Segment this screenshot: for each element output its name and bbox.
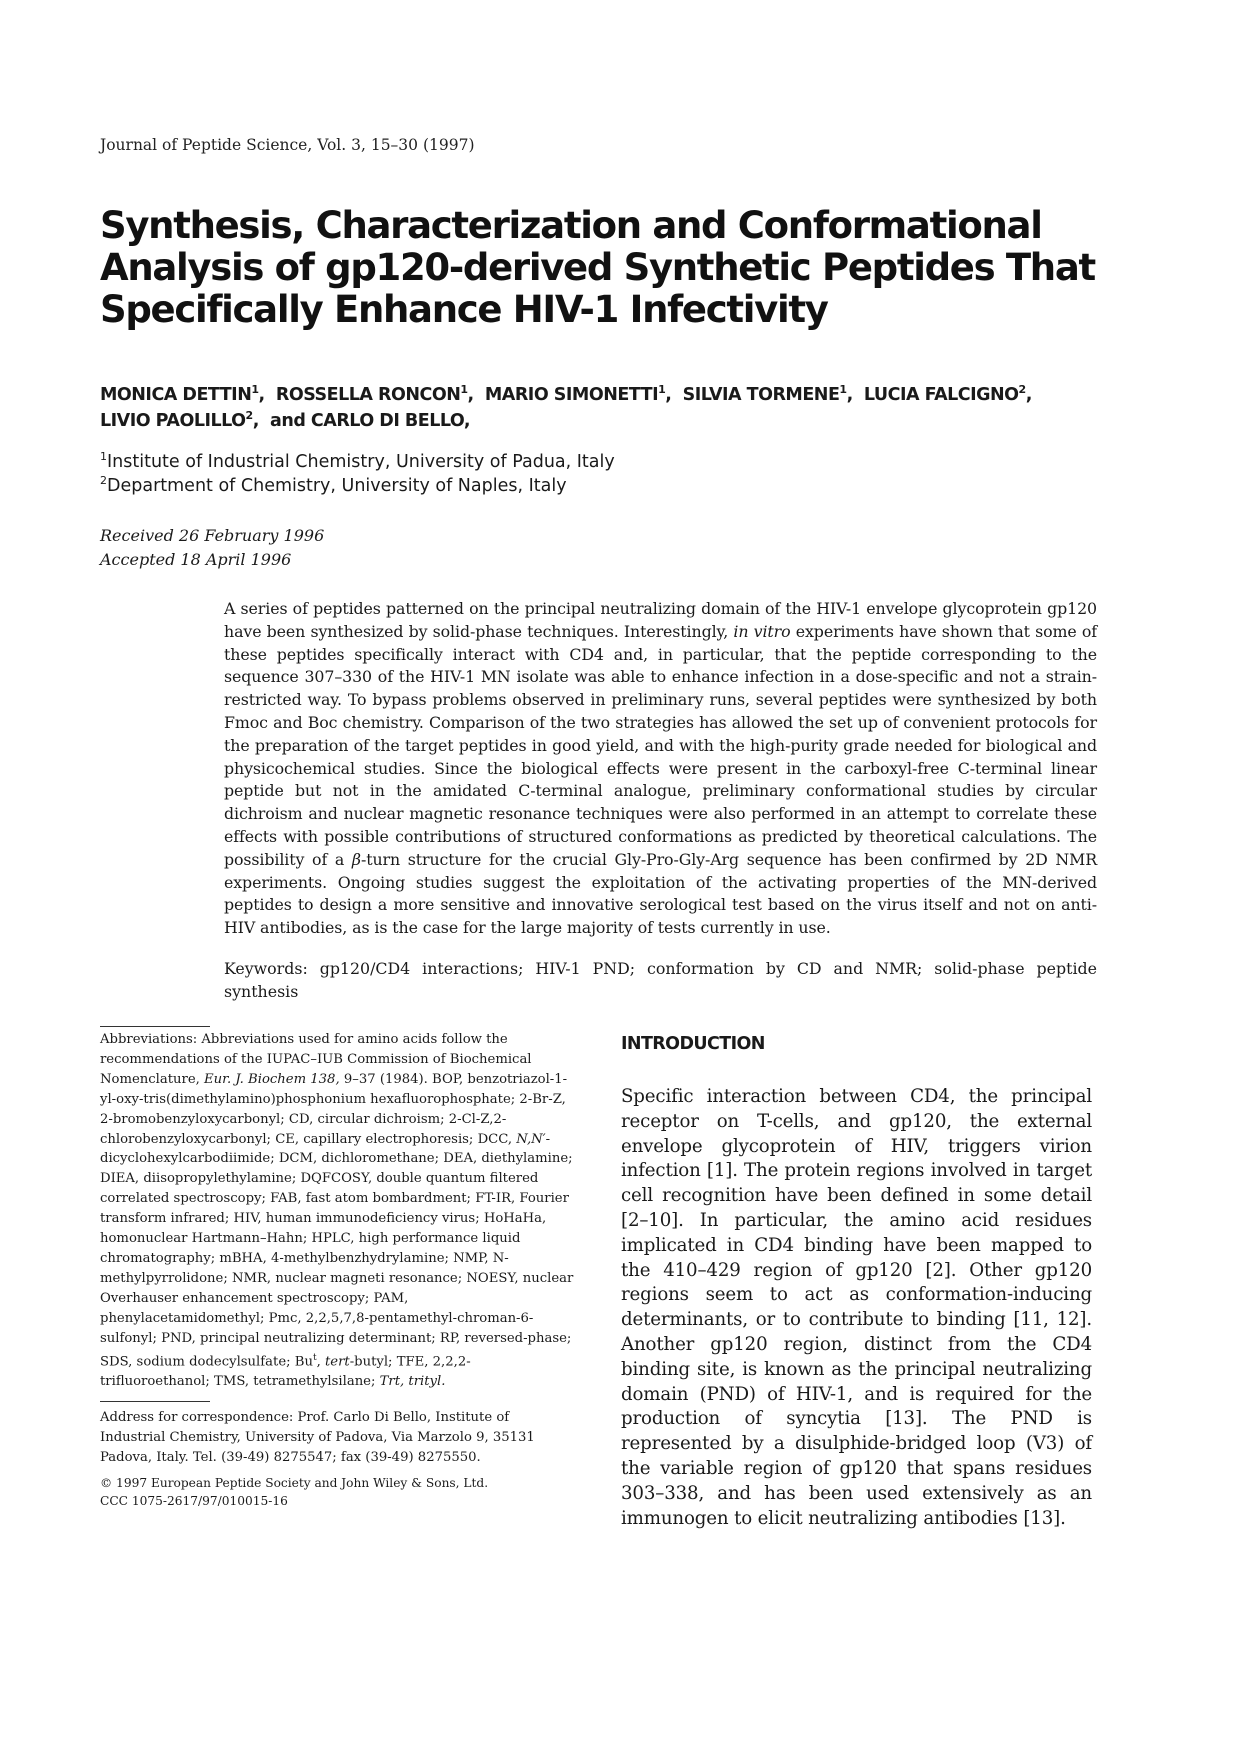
affiliation: $^1$Institute of Industrial Chemistry, University of Padua, Italy bbox=[100, 450, 615, 472]
footnote-rule bbox=[100, 1026, 210, 1027]
received-date: Received 26 February 1996 bbox=[100, 526, 325, 545]
article-dates bbox=[100, 524, 324, 572]
author: MARIO SIMONETTI$^1$, bbox=[484, 383, 672, 405]
abstract: A series of peptides patterned on the principal neutralizing domain of the HIV-1 envelope glycoprotein gp120 have been synthesized by solid-phase techniques. Interestingly, in vitro experiments have shown that some of these peptides specifically interact with CD4 and, in particular, that the peptide corresponding to the sequence 307–330 of the HIV-1 MN isolate was able to enhance infection in a dose-specific and not a strain-restricted way. To bypass problems observed in preliminary runs, several peptides were synthesized by both Fmoc and Boc chemistry. Comparison of the two strategies has allowed the set up of convenient protocols for the preparation of the target peptides in good yield, and with the high-purity grade needed for biological and physicochemical studies. Since the biological effects were present in the carboxyl-free C-terminal linear peptide but not in the amidated C-terminal analogue, preliminary conformational studies by circular dichroism and nuclear magnetic resonance techniques were also performed in an attempt to correlate these effects with possible contributions of structured conformations as predicted by theoretical calculations. The possibility of a β-turn structure for the crucial Gly-Pro-Gly-Arg sequence has been confirmed by 2D NMR experiments. Ongoing studies suggest the exploitation of the activating properties of the MN-derived peptides to design a more sensitive and innovative serological test based on the virus itself and not on anti-HIV antibodies, as is the case for the large majority of tests currently in use. bbox=[224, 599, 1098, 938]
copyright-line: © 1997 European Peptide Society and John Wiley & Sons, Ltd. bbox=[100, 1476, 489, 1490]
ccc-code: CCC 1075-2617/97/010015-16 bbox=[100, 1494, 288, 1508]
author: SILVIA TORMENE$^1$, bbox=[682, 383, 853, 405]
accepted-date: Accepted 18 April 1996 bbox=[100, 550, 292, 569]
author: ROSSELLA RONCON$^1$, bbox=[275, 383, 474, 405]
affiliation: $^2$Department of Chemistry, University of Naples, Italy bbox=[100, 474, 567, 496]
introduction-text: Specific interaction between CD4, the principal receptor on T-cells, and gp120, the external envelope glycoprotein of HIV, triggers virion infection [1]. The protein regions involved in target cell recognition have been defined in some detail [2–10]. In particular, the amino acid residues implicated in CD4 binding have been mapped to the 410–429 region of gp120 [2]. Other gp120 regions seem to act as conformation-inducing determinants, or to contribute to binding [11, 12]. Another gp120 region, distinct from the CD4 binding site, is known as the principal neutralizing domain (PND) of HIV-1, and is required for the production of syncytia [13]. The PND is represented by a disulphide-bridged loop (V3) of the variable region of gp120 that spans residues 303–338, and has been used extensively as an immunogen to elicit neutralizing antibodies [13]. bbox=[621, 1086, 1092, 1529]
section-heading-introduction: INTRODUCTION bbox=[621, 1034, 765, 1054]
abbreviations-footnote: Abbreviations: Abbreviations used for amino acids follow the recommendations of the IUPAC–IUB Commission of Biochemical Nomenclature, Eur. J. Biochem 138, 9–37 (1984). BOP, benzotriazol-1-yl-oxy-tris(dimethylamino)phosphonium hexafluorophosphate; 2-Br-Z, 2-bromobenzyloxycarbonyl; CD, circular dichroism; 2-Cl-Z,2-chlorobenzyloxycarbonyl; CE, capillary electrophoresis; DCC, N,N′-dicyclohexylcarbodiimide; DCM, dichloromethane; DEA, diethylamine; DIEA, diisopropylethylamine; DQFCOSY, double quantum filtered correlated spectroscopy; FAB, fast atom bombardment; FT-IR, Fourier transform infrared; HIV, human immunodeficiency virus; HoHaHa, homonuclear Hartmann–Hahn; HPLC, high performance liquid chromatography; mBHA, 4-methylbenzhydrylamine; NMP, N-methylpyrrolidone; NMR, nuclear magneti resonance; NOESY, nuclear Overhauser enhancement spectroscopy; PAM, phenylacetamidomethyl; Pmc, 2,2,5,7,8-pentamethyl-chroman-6-sulfonyl; PND, principal neutralizing determinant; RP, reversed-phase; SDS, sodium dodecylsulfate; Bu$^t$, tert-butyl; TFE, 2,2,2-trifluoroethanol; TMS, tetramethylsilane; Trt, trityl. bbox=[100, 1032, 574, 1389]
author: LIVIO PAOLILLO$^2$, bbox=[100, 409, 259, 431]
footnote-rule bbox=[100, 1401, 210, 1402]
article-title: Synthesis, Characterization and Conformational Analysis of gp120-derived Synthetic Peptides That Specifically Enhance HIV-1 Infectivity bbox=[100, 204, 1095, 331]
keywords: Keywords: gp120/CD4 interactions; HIV-1 PND; conformation by CD and NMR; solid-phase peptide synthesis bbox=[224, 959, 1097, 1001]
journal-citation: Journal of Peptide Science, Vol. 3, 15–30 (1997) bbox=[100, 136, 475, 154]
author: LUCIA FALCIGNO$^2$, bbox=[863, 383, 1032, 405]
copyright-notice bbox=[100, 1474, 576, 1510]
author: and CARLO DI BELLO, bbox=[270, 411, 471, 431]
author: MONICA DETTIN$^1$, bbox=[100, 383, 265, 405]
correspondence-footnote: Address for correspondence: Prof. Carlo Di Bello, Institute of Industrial Chemistry, University of Padova, Via Marzolo 9, 35131 Padova, Italy. Tel. (39-49) 8275547; fax (39-49) 8275550. bbox=[100, 1410, 535, 1465]
affiliations bbox=[100, 450, 1000, 498]
author-list bbox=[100, 382, 1160, 434]
